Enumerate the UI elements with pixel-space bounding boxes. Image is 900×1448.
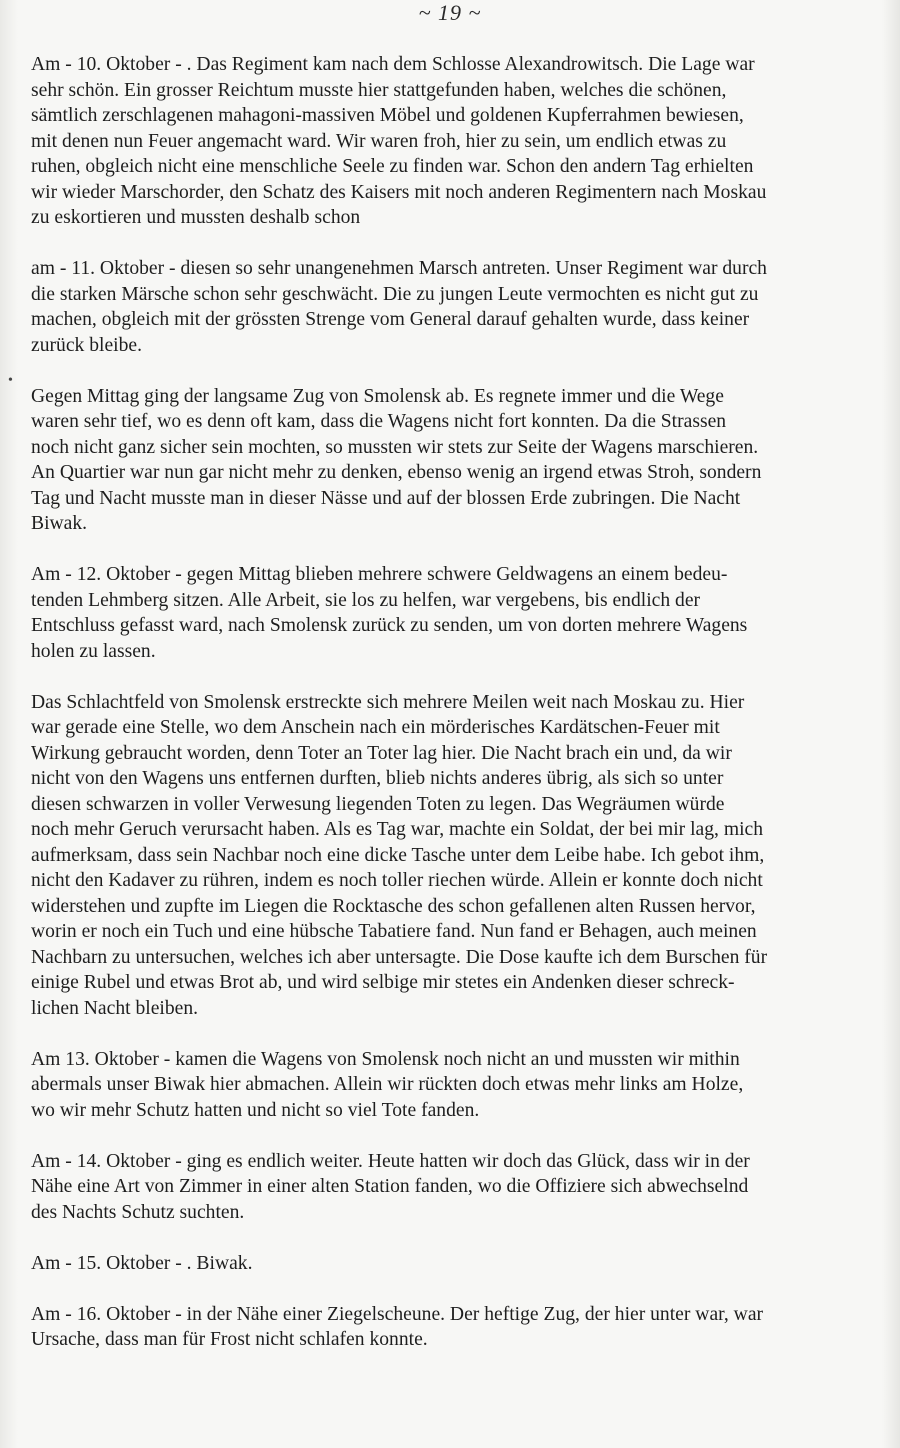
scan-edge-right — [882, 0, 900, 1448]
paragraph-oct-12: Am - 12. Oktober - gegen Mittag blieben mehrere schwere Geldwagens an einem bedeu- tenden Lehmberg sitzen. Alle Arbeit, sie los zu helfen, war vergebens, bis endlich der Entschluss gefasst ward, nach Smolensk zurück zu senden, um von dorten mehrere Wagens holen zu lassen. — [31, 564, 748, 662]
paragraph-oct-10: Am - 10. Oktober - . Das Regiment kam nach dem Schlosse Alexandrowitsch. Die Lage war sehr schön. Ein grosser Reichtum musste hier stattgefunden haben, welches die schönen, sämtlich zerschlagenen mahagoni-massiven Möbel und goldenen Kupferrahmen bewiesen, mit denen nun Feuer angemacht ward. Wir waren froh, hier zu sein, um endlich etwas zu ruhen, obgleich nicht eine menschliche Seele zu finden war. Schon den andern Tag erhielten wir wieder Marschorder, den Schatz des Kaisers mit noch anderen Regimentern nach Moskau zu eskortieren und mussten deshalb schon — [31, 54, 767, 228]
paragraph-oct-16: Am - 16. Oktober - in der Nähe einer Ziegelscheune. Der heftige Zug, der hier unter war, war Ursache, dass man für Frost nicht schlafen konnte. — [31, 1303, 764, 1350]
stray-mark: • — [8, 373, 13, 388]
paragraph-oct-13: Am 13. Oktober - kamen die Wagens von Smolensk noch nicht an und mussten wir mithin abermals unser Biwak hier abmachen. Allein wir rückten doch etwas mehr links am Holze, wo wir mehr Schutz hatten und nicht so viel Tote fanden. — [31, 1048, 744, 1121]
scan-edge-left — [0, 0, 18, 1448]
paragraph-smolensk-departure: Gegen Mittag ging der langsame Zug von Smolensk ab. Es regnete immer und die Wege waren sehr tief, wo es denn oft kam, dass die Wagens nicht fort konnten. Da die Strassen noch nicht ganz sicher sein mochten, so mussten wir stets zur Seite der Wagens marschieren. An Quartier war nun gar nicht mehr zu denken, ebenso wenig an irgend etwas Stroh, sondern Tag und Nacht musste man in dieser Nässe und auf der blossen Erde zubringen. Die Nacht Biwak. — [31, 385, 762, 534]
page-body — [31, 52, 881, 1378]
paragraph-battlefield: Das Schlachtfeld von Smolensk erstreckte sich mehrere Meilen weit nach Moskau zu. Hier war gerade eine Stelle, wo dem Anschein nach ein mörderisches Kardätschen-Feuer mit Wirkung gebraucht worden, denn Toter an Toter lag hier. Die Nacht brach ein und, da wir nicht von den Wagens uns entfernen durften, blieb nichts anderes übrig, als sich so unter diesen schwarzen in voller Verwesung liegenden Toten zu legen. Das Wegräumen würde noch mehr Geruch verursacht haben. Als es Tag war, machte ein Soldat, der bei mir lag, mich aufmerksam, dass sein Nachbar noch eine dicke Tasche unter dem Leibe habe. Ich gebot ihm, nicht den Kadaver zu rühren, indem es noch toller riechen würde. Allein er konnte doch nicht widerstehen und zupfte im Liegen die Rocktasche des schon gefallenen alten Russen hervor, worin er noch ein Tuch und eine hübsche Tabatiere fand. Nun fand er Behagen, auch meinen Nachbarn zu untersuchen, welches ich aber untersagte. Die Dose kaufte ich dem Burschen für einige Rubel und etwas Brot ab, und wird selbige mir stetes ein Andenken dieser schreck- lichen Nacht bleiben. — [31, 691, 768, 1019]
paragraph-oct-14: Am - 14. Oktober - ging es endlich weiter. Heute hatten wir doch das Glück, dass wir in der Nähe eine Art von Zimmer in einer alten Station fanden, wo die Offiziere sich abwechselnd des Nachts Schutz suchten. — [31, 1150, 750, 1223]
paragraph-oct-11: am - 11. Oktober - diesen so sehr unangenehmen Marsch antreten. Unser Regiment war durch die starken Märsche schon sehr geschwächt. Die zu jungen Leute vermochten es nicht gut zu machen, obgleich mit der grössten Strenge vom General darauf gehalten wurde, dass keiner zurück bleibe. — [31, 258, 767, 356]
paragraph-oct-15: Am - 15. Oktober - . Biwak. — [31, 1252, 253, 1274]
page-number: ~ 19 ~ — [418, 0, 482, 25]
